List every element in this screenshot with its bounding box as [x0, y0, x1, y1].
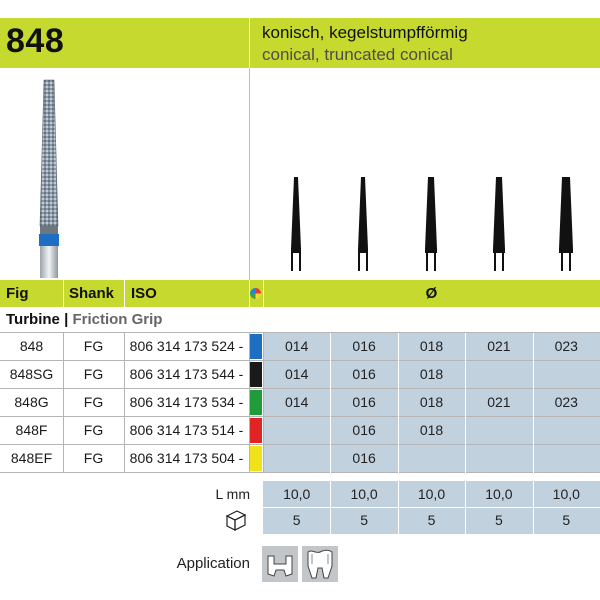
column-header-row [0, 280, 600, 307]
package-box-icon [225, 508, 247, 532]
package-cell: 5 [494, 512, 503, 528]
size-cell: 023 [554, 394, 578, 410]
header-band [0, 18, 600, 68]
shank-cell: FG [83, 366, 104, 382]
size-divider [465, 481, 466, 534]
shank-cell: FG [83, 422, 104, 438]
bur-image-icon [30, 78, 70, 278]
tooth-crown-icon [302, 546, 338, 582]
size-cell: 021 [487, 338, 511, 354]
iso-cell: 806 314 173 524 - [129, 338, 244, 354]
color-code-bar [250, 334, 262, 359]
shank-cell: FG [83, 338, 104, 354]
package-cell: 5 [292, 512, 301, 528]
size-divider [533, 481, 534, 534]
size-cell [465, 445, 532, 472]
fig-cell: 848G [14, 394, 49, 410]
length-label: L mm [215, 486, 250, 502]
title-english: conical, truncated conical [262, 45, 453, 64]
package-cell: 5 [427, 512, 436, 528]
size-cell: 016 [352, 338, 376, 354]
size-cell: 018 [419, 366, 444, 382]
fig-cell: 848EF [10, 450, 53, 466]
fig-cell: 848SG [9, 366, 54, 382]
product-code: 848 [6, 22, 65, 60]
column-divider [263, 333, 264, 473]
header-divider [249, 18, 250, 68]
length-cell: 10,0 [417, 486, 446, 502]
shank-cell: FG [83, 394, 104, 410]
column-iso: ISO [131, 285, 157, 302]
size-cell [533, 445, 600, 472]
image-divider [249, 68, 250, 280]
column-diameter: Ø [425, 285, 438, 302]
size-cell [533, 361, 600, 388]
size-divider [533, 333, 534, 473]
size-cell [263, 445, 330, 472]
fig-cell: 848 [19, 338, 44, 354]
column-divider [124, 333, 125, 473]
size-cell: 016 [352, 450, 376, 466]
size-cell: 018 [419, 338, 444, 354]
color-code-bar [250, 446, 262, 471]
title-german: konisch, kegelstumpfförmig [262, 23, 468, 42]
length-cell: 10,0 [350, 486, 378, 502]
length-cell: 10,0 [552, 486, 580, 502]
row-divider [0, 472, 600, 473]
section-separator: | [64, 311, 69, 328]
section-title [6, 311, 162, 328]
bur-silhouette-icon [420, 177, 442, 273]
size-divider [465, 333, 466, 473]
bur-silhouette-icon [555, 177, 577, 273]
bur-silhouette-icon [352, 177, 374, 273]
application-label: Application [176, 555, 250, 572]
size-cell [465, 417, 532, 444]
size-cell: 014 [285, 338, 309, 354]
column-divider [124, 280, 125, 307]
section-type: Friction Grip [72, 311, 163, 328]
iso-cell: 806 314 173 534 - [129, 394, 244, 410]
size-divider [330, 333, 331, 473]
length-cell: 10,0 [283, 486, 311, 502]
color-code-bar [250, 390, 262, 415]
iso-cell: 806 314 173 514 - [129, 422, 244, 438]
size-cell: 014 [285, 366, 309, 382]
color-code-bar [250, 418, 262, 443]
size-cell [263, 417, 330, 444]
tooth-cavity-icon [262, 546, 298, 582]
size-cell [398, 445, 465, 472]
column-divider [63, 333, 64, 473]
size-cell: 021 [487, 394, 511, 410]
iso-cell: 806 314 173 504 - [129, 450, 244, 466]
size-divider [398, 481, 399, 534]
size-cell: 014 [285, 394, 309, 410]
size-cell: 016 [352, 366, 376, 382]
fig-cell: 848F [15, 422, 48, 438]
size-cell [465, 361, 532, 388]
color-code-bar [250, 362, 262, 387]
color-code-icon [250, 288, 261, 299]
row-divider [263, 507, 600, 508]
package-cell: 5 [360, 512, 368, 528]
package-cell: 5 [562, 512, 571, 528]
length-cell: 10,0 [485, 486, 513, 502]
size-cell: 018 [419, 394, 444, 410]
size-cell [533, 417, 600, 444]
bur-silhouette-icon [285, 177, 307, 273]
iso-cell: 806 314 173 544 - [129, 366, 244, 382]
size-divider [398, 333, 399, 473]
column-divider [63, 280, 64, 307]
bur-silhouette-icon [488, 177, 510, 273]
shank-cell: FG [83, 450, 104, 466]
size-cell: 016 [352, 394, 376, 410]
size-cell: 016 [352, 422, 376, 438]
column-divider [249, 333, 250, 473]
size-cell: 018 [419, 422, 444, 438]
column-shank: Shank [69, 285, 115, 302]
size-cell: 023 [554, 338, 578, 354]
size-divider [330, 481, 331, 534]
column-fig: Fig [6, 285, 29, 302]
section-category: Turbine [6, 311, 60, 328]
